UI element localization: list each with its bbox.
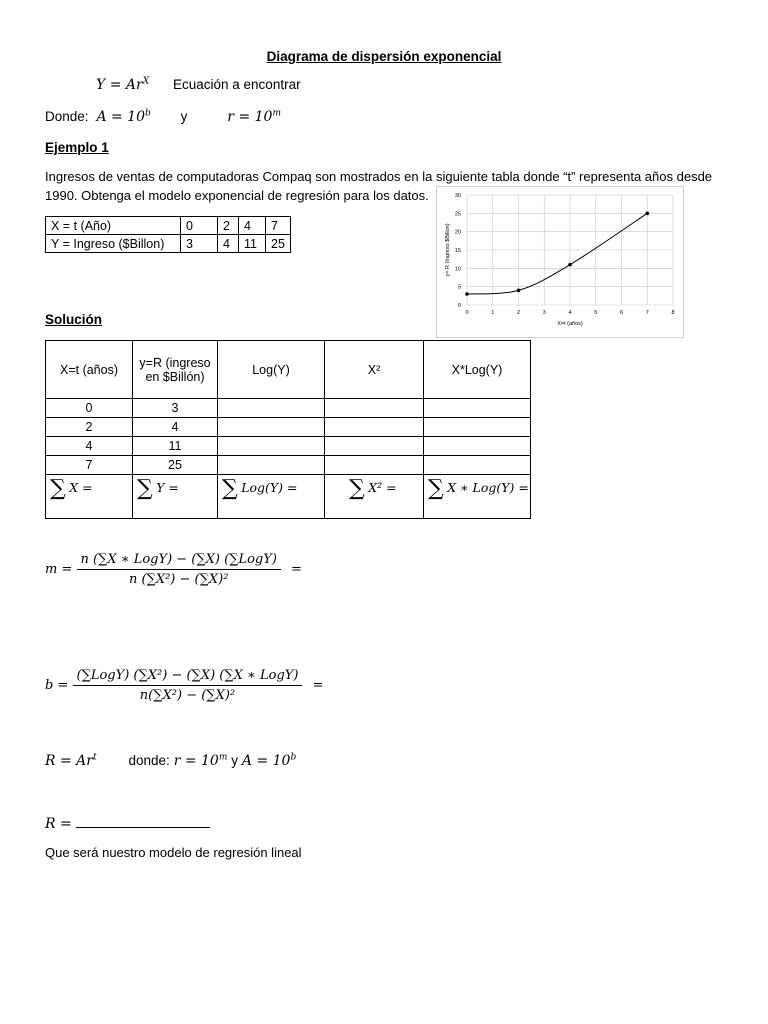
- table-row: [46, 418, 531, 437]
- model-y: y: [231, 753, 239, 768]
- table-cell: 2: [218, 217, 239, 235]
- donde-label: Donde:: [45, 109, 89, 124]
- table-row: [46, 399, 531, 418]
- sum-label: X =: [69, 479, 93, 495]
- model-answer-line: [45, 813, 210, 832]
- table-cell: 25: [133, 456, 218, 475]
- table-cell: 4: [46, 437, 133, 456]
- data-point: [517, 289, 521, 293]
- table-header-row: [46, 341, 531, 399]
- y-axis-label: y= R (Ingreso $Billon): [445, 223, 451, 277]
- data-point: [465, 292, 469, 296]
- row-label: X = t (Año): [46, 217, 181, 235]
- table-cell: 7: [46, 456, 133, 475]
- model-exponent: t: [92, 752, 97, 763]
- table-cell: 7: [266, 217, 291, 235]
- model-r-exponent: m: [218, 752, 228, 763]
- table-cell: [424, 437, 531, 456]
- table-cell: [424, 399, 531, 418]
- table-cell: [424, 418, 531, 437]
- model-a: A = 10: [241, 753, 291, 769]
- solution-table: [45, 340, 531, 519]
- x-tick-label: 6: [619, 310, 624, 316]
- r-exponent: m: [272, 108, 281, 119]
- model-lhs: R = Ar: [45, 753, 93, 769]
- r-definition: r = 10: [227, 109, 273, 125]
- x-tick-label: 2: [516, 310, 521, 316]
- column-header: Log(Y): [218, 341, 325, 399]
- answer-lhs: R =: [45, 816, 72, 832]
- table-cell: 0: [181, 217, 218, 235]
- x-tick-label: 4: [568, 310, 572, 316]
- data-point: [568, 263, 572, 267]
- y-tick-label: 25: [454, 211, 461, 218]
- sum-cell: ∑ Y =: [133, 475, 218, 519]
- donde-line: [45, 108, 281, 125]
- sum-label: X ∗ Log(Y) =: [447, 479, 529, 495]
- equation-exponent: X: [142, 76, 150, 87]
- y-tick-label: 0: [457, 303, 461, 309]
- x-tick-label: 8: [671, 310, 675, 316]
- m-denominator: n (∑X²) − (∑X)²: [128, 572, 229, 587]
- x-axis-label: X=t (años): [557, 321, 583, 327]
- y-tick-label: 30: [454, 193, 461, 199]
- model-a-exponent: b: [290, 752, 297, 763]
- table-cell: [218, 418, 325, 437]
- x-tick-label: 7: [645, 310, 649, 316]
- table-cell: [218, 456, 325, 475]
- y-tick-label: 10: [454, 266, 461, 273]
- sum-cell: ∑ X =: [46, 475, 133, 519]
- sum-cell: ∑ X² =: [325, 475, 424, 519]
- answer-blank: [76, 813, 210, 828]
- table-cell: [218, 437, 325, 456]
- data-point: [645, 212, 649, 216]
- sum-label: Y =: [156, 479, 179, 495]
- table-cell: 25: [266, 235, 291, 253]
- table-cell: [424, 456, 531, 475]
- table-cell: 3: [181, 235, 218, 253]
- row-label: Y = Ingreso ($Billon): [46, 235, 181, 253]
- y-tick-label: 20: [454, 229, 461, 236]
- sum-label: Log(Y) =: [241, 479, 298, 495]
- solution-heading: Solución: [45, 312, 102, 327]
- x-tick-label: 3: [542, 310, 546, 316]
- m-numerator: n (∑X ∗ LogY) − (∑X) (∑LogY): [77, 552, 281, 570]
- table-cell: 4: [218, 235, 239, 253]
- column-header: X*Log(Y): [424, 341, 531, 399]
- y-tick-label: 5: [457, 284, 461, 291]
- model-line: [45, 752, 296, 769]
- b-equals: =: [312, 678, 324, 693]
- example-paragraph-line2: 1990. Obtenga el modelo exponencial de regresión para los datos.: [45, 188, 429, 203]
- sum-cell: ∑ Log(Y) =: [218, 475, 325, 519]
- table-cell: [218, 399, 325, 418]
- x-tick-label: 0: [465, 310, 469, 316]
- series-line: [467, 213, 647, 294]
- table-cell: [325, 418, 424, 437]
- m-equals: =: [291, 562, 302, 577]
- x-tick-label: 5: [594, 310, 598, 316]
- equation-label: Ecuación a encontrar: [173, 77, 301, 92]
- m-lhs: m =: [45, 562, 73, 577]
- chart-svg: [437, 187, 683, 337]
- model-donde: donde:: [128, 753, 170, 768]
- example-paragraph-line1: Ingresos de ventas de computadoras Compaq son mostrados en la siguiente tabla donde “t” representa años desde: [45, 169, 713, 184]
- target-equation: [96, 76, 301, 93]
- table-cell: [325, 456, 424, 475]
- column-header: X²: [325, 341, 424, 399]
- table-row: [46, 235, 291, 253]
- model-r: r = 10: [173, 753, 219, 769]
- m-formula: [45, 552, 302, 587]
- closing-sentence: Que será nuestro modelo de regresión lineal: [45, 845, 302, 860]
- y-tick-label: 15: [454, 248, 461, 254]
- example-data-table: [45, 216, 291, 253]
- m-fraction: [77, 552, 281, 587]
- column-header: y=R (ingreso en $Billón): [133, 341, 218, 399]
- table-cell: 2: [46, 418, 133, 437]
- table-cell: [325, 399, 424, 418]
- b-formula: [45, 668, 323, 703]
- table-cell: [325, 437, 424, 456]
- scatter-chart: [436, 186, 684, 338]
- sum-cell: ∑ X ∗ Log(Y) =: [424, 475, 531, 519]
- donde-y: y: [180, 109, 188, 124]
- b-numerator: (∑LogY) (∑X²) − (∑X) (∑X ∗ LogY): [73, 668, 303, 686]
- sum-row: [46, 475, 531, 519]
- a-definition: A = 10: [96, 109, 145, 125]
- page-title: Diagrama de dispersión exponencial: [266, 49, 502, 64]
- column-header: X=t (años): [46, 341, 133, 399]
- table-row: [46, 456, 531, 475]
- table-cell: 4: [239, 217, 266, 235]
- b-denominator: n(∑X²) − (∑X)²: [139, 688, 236, 703]
- table-cell: 3: [133, 399, 218, 418]
- table-cell: 11: [133, 437, 218, 456]
- example-heading: Ejemplo 1: [45, 140, 109, 155]
- a-exponent: b: [145, 108, 151, 119]
- table-cell: 4: [133, 418, 218, 437]
- table-row: [46, 217, 291, 235]
- b-fraction: [73, 668, 303, 703]
- sum-label: X² =: [368, 479, 397, 495]
- x-tick-label: 1: [491, 310, 495, 316]
- equation-lhs: Y = Ar: [96, 77, 143, 93]
- table-row: [46, 437, 531, 456]
- b-lhs: b =: [45, 678, 69, 693]
- table-cell: 11: [239, 235, 266, 253]
- table-cell: 0: [46, 399, 133, 418]
